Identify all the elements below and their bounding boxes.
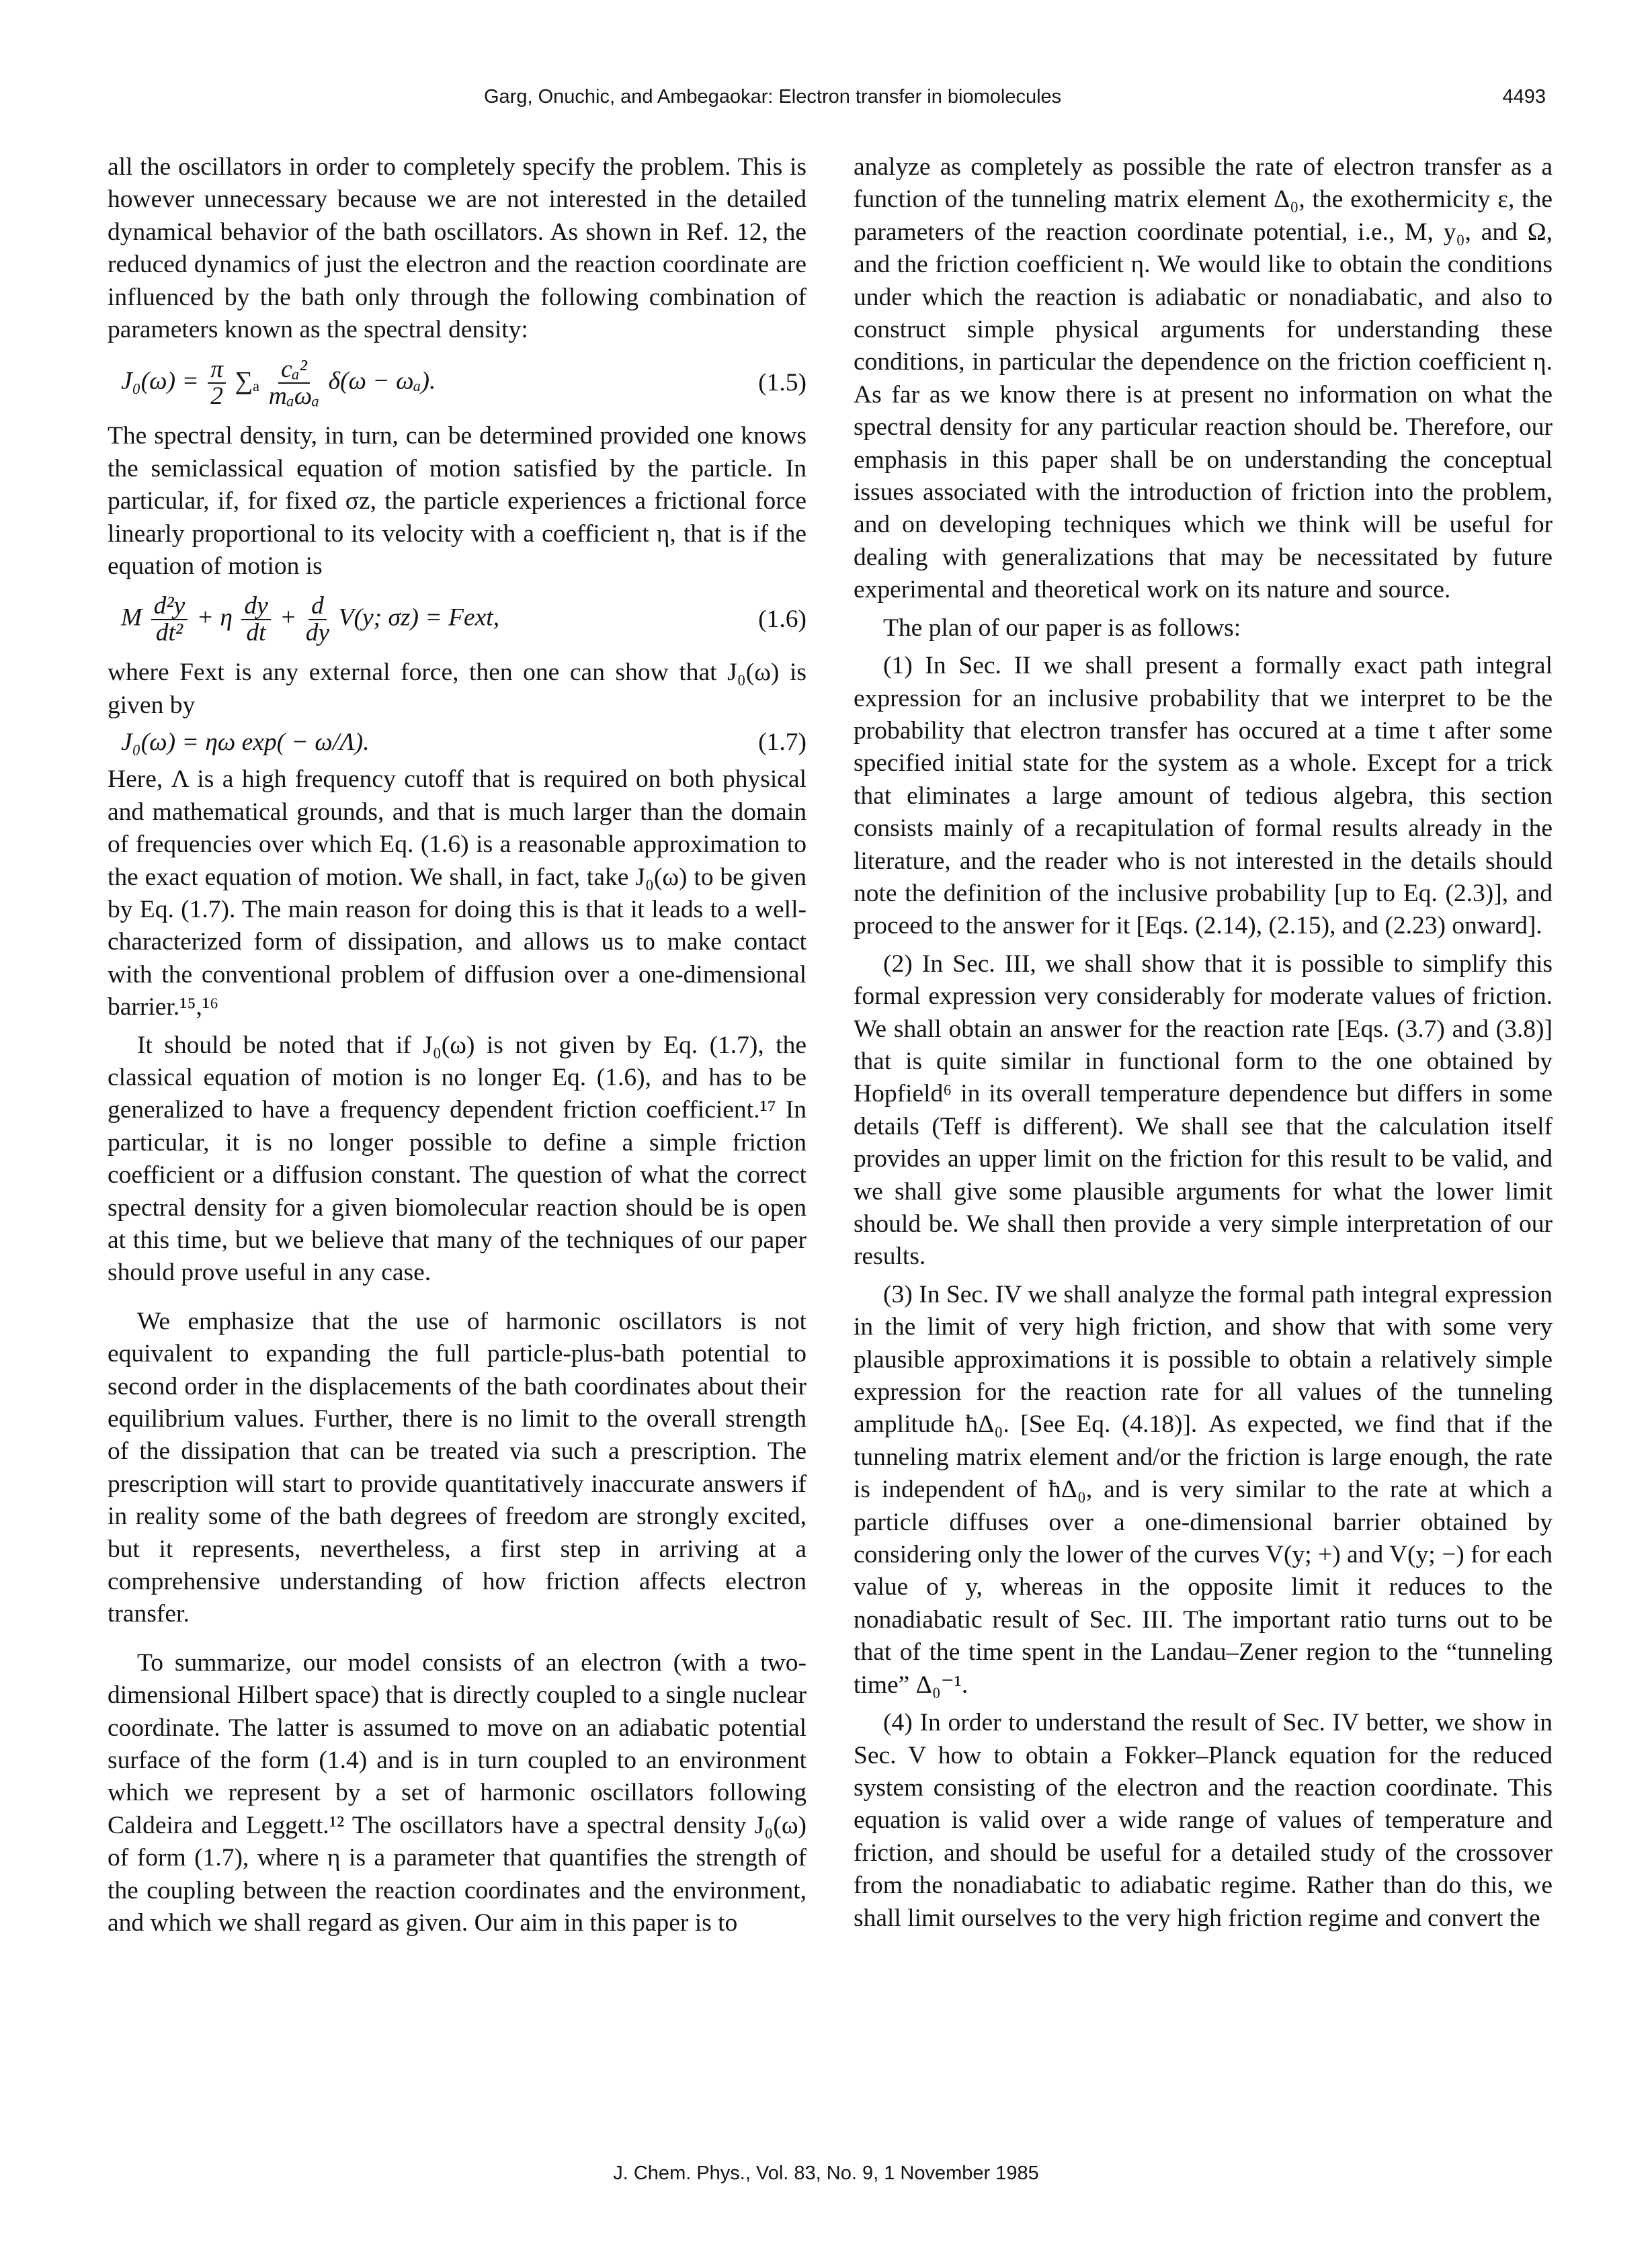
paragraph: (1) In Sec. II we shall present a formally exact path integral expression for an inclusive probability that we interpret to be the probability that electron transfer has occured at a time t after some specified initial state for the system as a whole. Except for a trick that eliminates a large amount of tedious algebra, this section consists mainly of a recapitulation of formal results already in the literature, and the reader who is not interested in the details should note the definition of the inclusive probability [up to Eq. (2.3)], and proceed to the answer for it [Eqs. (2.14), (2.15), and (2.23) onward]. bbox=[854, 652, 1553, 940]
equation-number: (1.6) bbox=[758, 605, 807, 634]
fraction bbox=[208, 357, 226, 409]
running-title: Garg, Onuchic, and Ambegaokar: Electron transfer in biomolecules bbox=[484, 86, 1062, 108]
denominator: dt bbox=[246, 619, 266, 647]
denominator: mₐωₐ bbox=[268, 382, 320, 411]
equation-body bbox=[121, 593, 499, 646]
equation-1-7 bbox=[108, 722, 807, 763]
paragraph: all the oscillators in order to completely specify the problem. This is however unnecessary because we are not interested in the detailed dynamical behavior of the bath oscillators. As shown in Ref. 12, the reduced dynamics of just the electron and the reaction coordinate are influenced by the bath only through the following combination of parameters known as the spectral density: bbox=[108, 153, 807, 344]
paragraph: (2) In Sec. III, we shall show that it is possible to simplify this formal expression very considerably for moderate values of friction. We shall obtain an answer for the reaction rate [Eqs. (3.7) and (3.8)] that is quite similar in functional form to the one obtained by Hopfield⁶ in its overall temperature dependence but differs in some details (Teff is different). We shall see that the calculation itself provides an upper limit on the friction for this result to be valid, and we shall give some plausible arguments for what the lower limit should be. We shall then provide a very simple interpretation of our results. bbox=[854, 950, 1553, 1271]
equation-1-5 bbox=[108, 346, 807, 420]
denominator: 2 bbox=[210, 382, 223, 411]
eq-lhs: J₀(ω) = bbox=[121, 368, 206, 396]
fraction bbox=[151, 593, 188, 646]
paragraph: (4) In order to understand the result of Sec. IV better, we show in Sec. V how to obtain a Fokker–Planck equation for the reduced system consisting of the electron and the reaction coordinate. This equation is valid over a wide range of values of temperature and friction, and should be useful for a detailed study of the crossover from the nonadiabatic to adiabatic regime. Rather than do this, we shall limit ourselves to the very high friction regime and convert the bbox=[854, 1709, 1553, 1932]
equation-body: J₀(ω) = ηω exp( − ω/Λ). bbox=[121, 728, 370, 757]
denominator: dt² bbox=[155, 619, 183, 647]
eq-rhs: V(y; σz) = Fext, bbox=[338, 604, 500, 632]
right-column bbox=[854, 151, 1553, 1935]
paragraph: (3) In Sec. IV we shall analyze the formal path integral expression in the limit of very high friction, and show that with some very plausible approximations it is possible to obtain a relatively simple expression for the reaction rate for all values of the tunneling amplitude ħΔ₀. [See Eq. (4.18)]. As expected, we find that if the tunneling matrix element and/or the friction is large enough, the rate is independent of ħΔ₀, and is very similar to the rate at which a particle diffuses over a one-dimensional barrier obtained by considering only the lower of the curves V(y; +) and V(y; −) for each value of y, whereas in the opposite limit it reduces to the nonadiabatic result of Sec. III. The important ratio turns out to be that of the time spent in the Landau–Zener region to the “tunneling time” Δ₀⁻¹. bbox=[854, 1280, 1553, 1699]
eq-mass: M bbox=[121, 604, 142, 632]
numerator: dy bbox=[241, 593, 270, 620]
paragraph: To summarize, our model consists of an electron (with a two-dimensional Hilbert space) that is directly coupled to a single nuclear coordinate. The latter is assumed to move on an adiabatic potential surface of the form (1.4) and is in turn coupled to an environment which we represent by a set of harmonic oscillators following Caldeira and Leggett.¹² The oscillators have a spectral density J₀(ω) of form (1.7), where η is a parameter that quantifies the strength of the coupling between the reaction coordinates and the environment, and which we shall regard as given. Our aim in this paper is to bbox=[108, 1648, 807, 1937]
fraction bbox=[306, 593, 329, 646]
sum-sign: ∑ₐ bbox=[235, 368, 260, 396]
eq-plus: + bbox=[280, 604, 303, 632]
equation-body bbox=[121, 357, 436, 409]
paragraph: The plan of our paper is as follows: bbox=[883, 614, 1241, 642]
numerator: π bbox=[208, 357, 226, 384]
equation-1-6 bbox=[108, 583, 807, 657]
fraction bbox=[241, 593, 270, 646]
denominator: dy bbox=[305, 619, 330, 647]
running-header bbox=[108, 79, 1546, 113]
left-column bbox=[108, 151, 807, 1940]
eq-rhs: δ(ω − ωₐ). bbox=[328, 368, 436, 396]
equation-number: (1.7) bbox=[758, 728, 807, 757]
eq-friction: + η bbox=[196, 604, 233, 632]
numerator: d bbox=[308, 593, 327, 620]
paragraph: Here, Λ is a high frequency cutoff that is required on both physical and mathematical grounds, and that is much larger than the domain of frequencies over which Eq. (1.6) is a reasonable approximation to the exact equation of motion. We shall, in fact, take J₀(ω) to be given by Eq. (1.7). The main reason for doing this is that it leads to a well-characterized form of dissipation, and allows us to make contact with the conventional problem of diffusion over a one-dimensional barrier.¹⁵,¹⁶ bbox=[108, 765, 807, 1021]
paragraph: where Fext is any external force, then one can show that J₀(ω) is given by bbox=[108, 659, 807, 719]
numerator: cₐ² bbox=[278, 357, 310, 384]
fraction bbox=[269, 357, 320, 409]
paragraph: The spectral density, in turn, can be determined provided one knows the semiclassical equation of motion satisfied by the particle. In particular, if, for fixed σz, the particle experiences a frictional force linearly proportional to its velocity with a coefficient η, that is if the equation of motion is bbox=[108, 422, 807, 581]
numerator: d²y bbox=[151, 593, 188, 620]
paragraph: analyze as completely as possible the rate of electron transfer as a function of the tunneling matrix element Δ₀, the exothermicity ε, the parameters of the reaction coordinate potential, i.e., M, y₀, and Ω, and the friction coefficient η. We would like to obtain the conditions under which the reaction is adiabatic or nonadiabatic, and also to construct simple physical arguments for understanding these conditions, in particular the dependence on the friction coefficient η. As far as we know there is at present no information on what the spectral density for any particular reaction should be. Therefore, our emphasis in this paper shall be on understanding the conceptual issues associated with the introduction of friction into the problem, and on developing techniques which we think will be useful for dealing with generalizations that may be necessitated by future experimental and theoretical work on its nature and source. bbox=[854, 153, 1553, 604]
page-number: 4493 bbox=[1502, 86, 1546, 108]
equation-number: (1.5) bbox=[758, 369, 807, 397]
paragraph: It should be noted that if J₀(ω) is not given by Eq. (1.7), the classical equation of motion is no longer Eq. (1.6), and has to be generalized to have a frequency dependent friction coefficient.¹⁷ In particular, it is no longer possible to define a simple friction coefficient or a diffusion constant. The question of what the correct spectral density for a given biomolecular reaction should be is open at this time, but we believe that many of the techniques of our paper should prove useful in any case. bbox=[108, 1031, 807, 1287]
paragraph: We emphasize that the use of harmonic oscillators is not equivalent to expanding the full particle-plus-bath potential to second order in the displacements of the bath coordinates about their equilibrium values. Further, there is no limit to the overall strength of the dissipation that can be treated via such a prescription. The prescription will start to provide quantitatively inaccurate answers if in reality some of the bath degrees of freedom are strongly excited, but it represents, nevertheless, a first step in arriving at a comprehensive understanding of how friction affects electron transfer. bbox=[108, 1307, 807, 1628]
journal-footer: J. Chem. Phys., Vol. 83, No. 9, 1 November 1985 bbox=[613, 2162, 1039, 2184]
